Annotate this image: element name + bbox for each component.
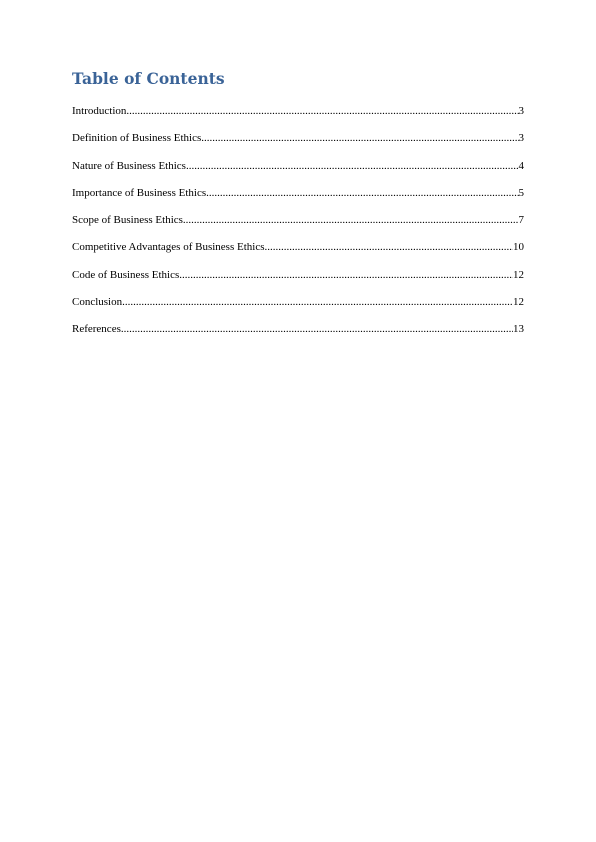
toc-entry-page-number: 13 bbox=[513, 323, 524, 336]
toc-dot-leader bbox=[121, 322, 513, 336]
toc-entry-page-number: 7 bbox=[518, 214, 524, 227]
toc-entry-label: Nature of Business Ethics bbox=[72, 159, 186, 172]
toc-entry-label: References bbox=[72, 323, 121, 336]
toc-dot-leader bbox=[122, 295, 513, 309]
toc-dot-leader bbox=[206, 186, 518, 200]
toc-entry-code[interactable] bbox=[72, 268, 524, 295]
toc-dot-leader bbox=[179, 268, 513, 282]
toc-entry-introduction[interactable] bbox=[72, 104, 524, 131]
toc-entry-page-number: 12 bbox=[513, 296, 524, 309]
toc-entry-page-number: 4 bbox=[518, 159, 524, 172]
toc-entry-label: Conclusion bbox=[72, 296, 123, 309]
toc-entry-page-number: 12 bbox=[513, 268, 524, 281]
toc-entry-label: Competitive Advantages of Business Ethics bbox=[72, 241, 265, 254]
toc-dot-leader bbox=[201, 131, 518, 145]
toc-entry-page-number: 5 bbox=[518, 186, 524, 199]
toc-entry-label: Scope of Business Ethics bbox=[72, 214, 183, 227]
toc-entry-nature[interactable] bbox=[72, 159, 524, 186]
toc-entry-references[interactable] bbox=[72, 322, 524, 349]
toc-entry-label: Introduction bbox=[72, 105, 127, 117]
toc-dot-leader bbox=[186, 159, 519, 173]
toc-entry-label: Code of Business Ethics bbox=[72, 268, 180, 281]
toc-entry-page-number: 3 bbox=[518, 105, 524, 117]
toc-dot-leader bbox=[264, 240, 513, 254]
toc-list bbox=[72, 104, 524, 350]
toc-entry-scope[interactable] bbox=[72, 213, 524, 240]
toc-entry-page-number: 10 bbox=[513, 241, 524, 254]
toc-entry-conclusion[interactable] bbox=[72, 295, 524, 322]
toc-entry-page-number: 3 bbox=[518, 132, 524, 145]
toc-entry-label: Definition of Business Ethics bbox=[72, 132, 202, 145]
toc-dot-leader bbox=[183, 213, 519, 227]
toc-entry-definition[interactable] bbox=[72, 131, 524, 158]
toc-entry-competitive-advantages[interactable] bbox=[72, 240, 524, 267]
toc-dot-leader bbox=[126, 104, 518, 118]
toc-title: Table of Contents bbox=[72, 69, 225, 88]
toc-entry-label: Importance of Business Ethics bbox=[72, 186, 207, 199]
toc-entry-importance[interactable] bbox=[72, 186, 524, 213]
